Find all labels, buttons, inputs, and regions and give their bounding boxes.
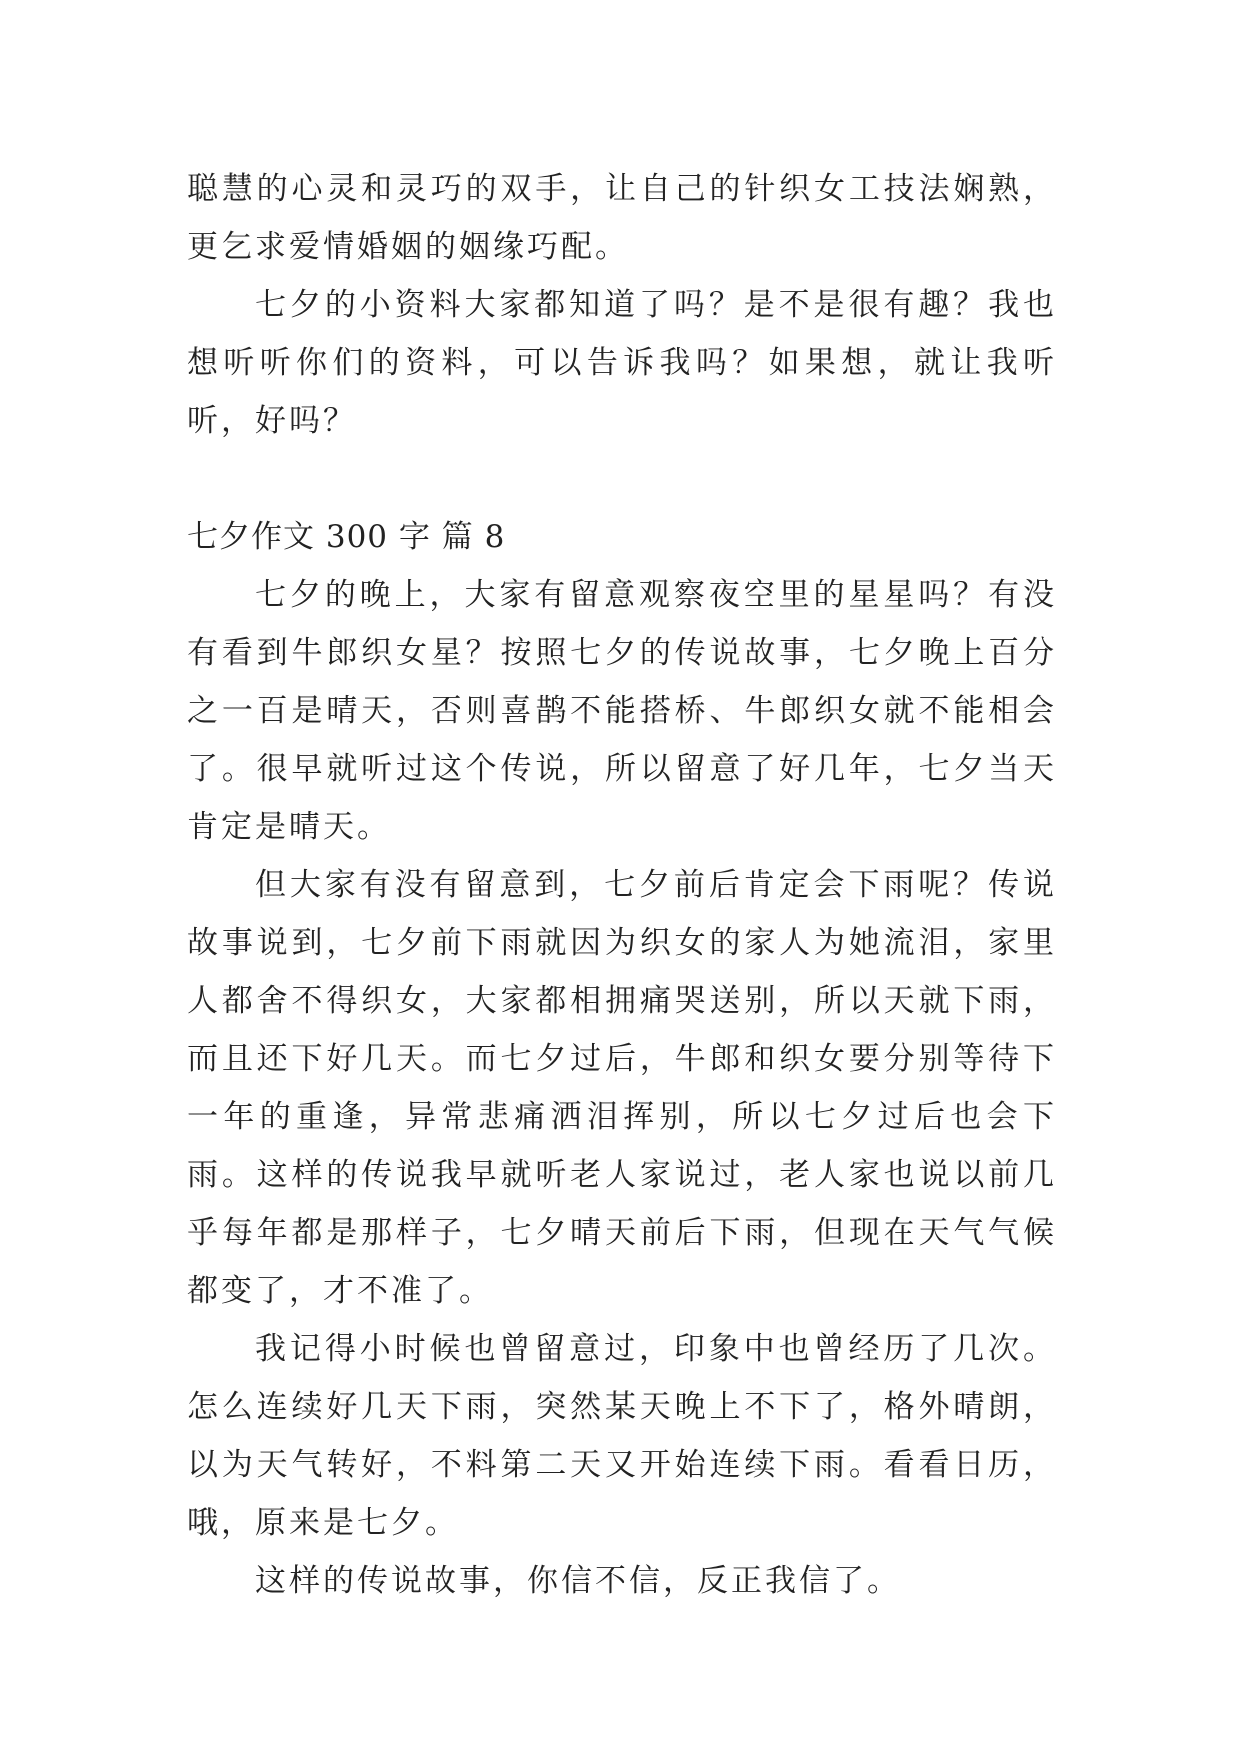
paragraph-closing-question: 七夕的小资料大家都知道了吗？是不是很有趣？我也想听听你们的资料，可以告诉我吗？如果想，就让我听听，好吗？ <box>187 287 1057 439</box>
paragraph-childhood-memory: 我记得小时候也曾留意过，印象中也曾经历了几次。怎么连续好几天下雨，突然某天晚上不下了，格外晴朗，以为天气转好，不料第二天又开始连续下雨。看看日历，哦，原来是七夕。 <box>187 1331 1057 1541</box>
paragraph-rain-legend: 但大家有没有留意到，七夕前后肯定会下雨呢？传说故事说到，七夕前下雨就因为织女的家人为她流泪，家里人都舍不得织女，大家都相拥痛哭送别，所以天就下雨，而且还下好几天。而七夕过后，牛郎和织女要分别等待下一年的重逢，异常悲痛洒泪挥别，所以七夕过后也会下雨。这样的传说我早就听老人家说过，老人家也说以前几乎每年都是那样子，七夕晴天前后下雨，但现在天气气候都变了，才不准了。 <box>187 867 1057 1309</box>
section-spacer <box>187 450 1057 508</box>
paragraph-night-sky: 七夕的晚上，大家有留意观察夜空里的星星吗？有没有看到牛郎织女星？按照七夕的传说故事，七夕晚上百分之一百是晴天，否则喜鹊不能搭桥、牛郎织女就不能相会了。很早就听过这个传说，所以留意了好几年，七夕当天肯定是晴天。 <box>187 577 1057 845</box>
paragraph-continued: 聪慧的心灵和灵巧的双手，让自己的针织女工技法娴熟，更乞求爱情婚姻的姻缘巧配。 <box>187 171 1057 265</box>
paragraph-conclusion: 这样的传说故事，你信不信，反正我信了。 <box>255 1563 901 1599</box>
document-body <box>187 160 1057 1610</box>
section-heading: 七夕作文 300 字 篇 8 <box>187 519 506 555</box>
